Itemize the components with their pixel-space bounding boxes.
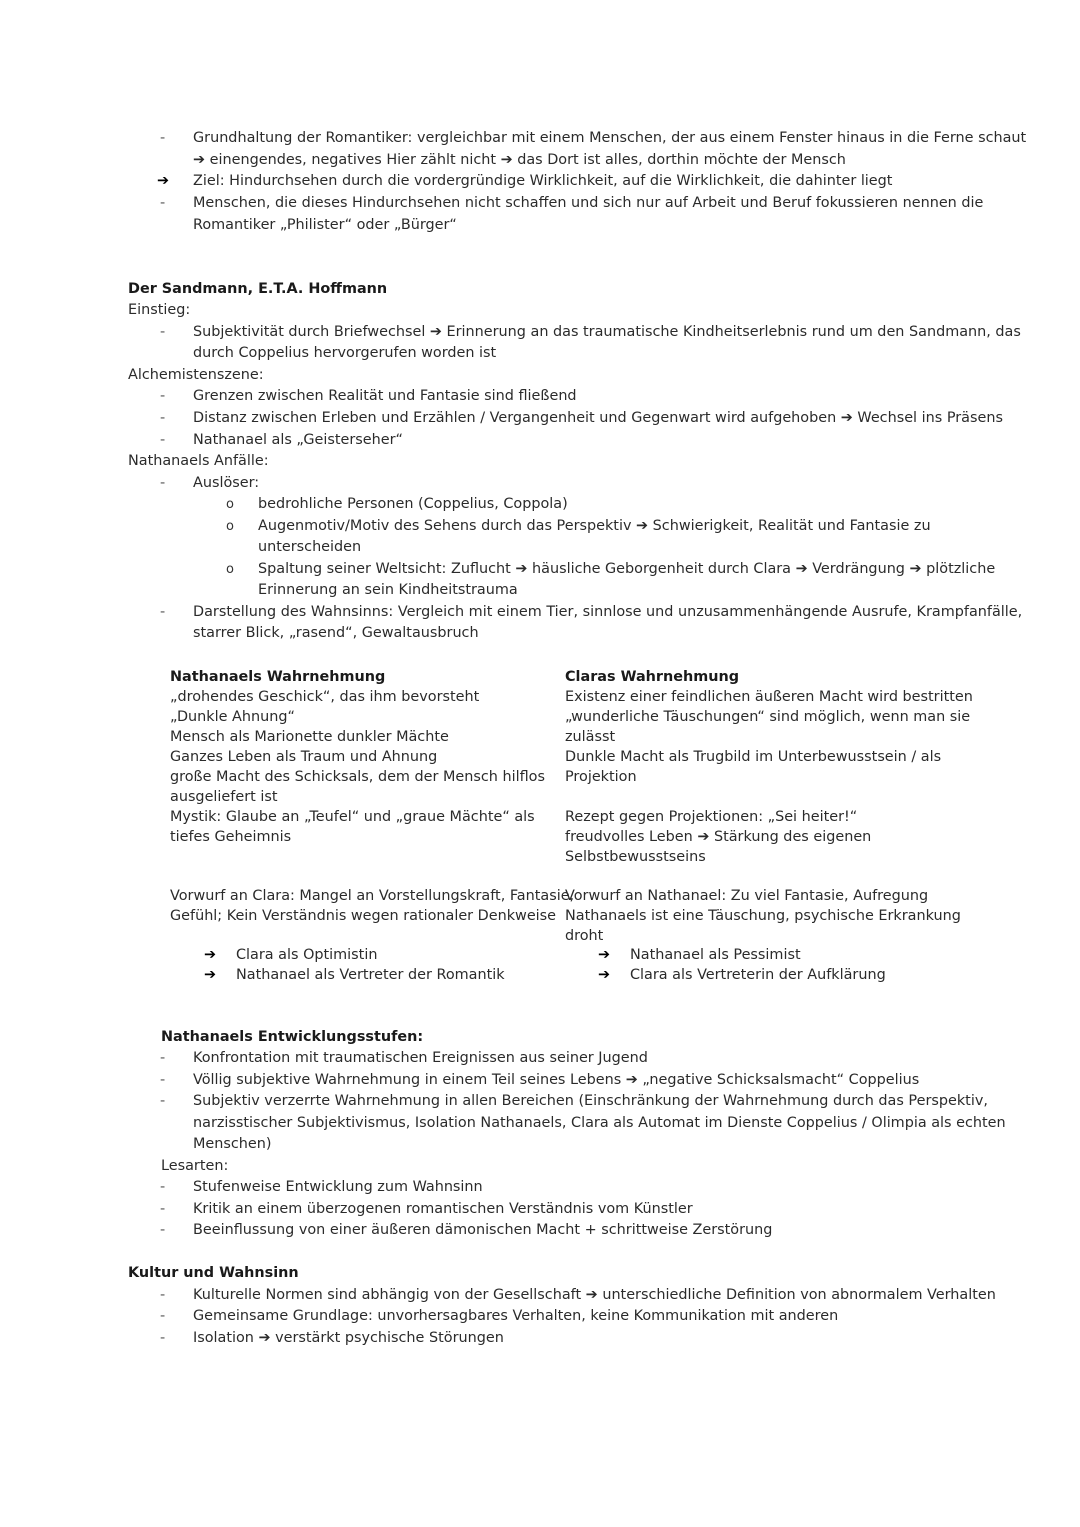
- column-line: zulässt: [565, 729, 616, 745]
- column-clara: [565, 667, 973, 867]
- column-line: große Macht des Schicksals, dem der Mensch hilflos: [170, 769, 545, 785]
- column-line: Dunkle Macht als Trugbild im Unterbewusstsein / als: [565, 749, 942, 765]
- dash-bullet: -: [160, 1287, 166, 1303]
- column-title: Nathanaels Wahrnehmung: [170, 669, 386, 685]
- dash-bullet: -: [160, 410, 166, 426]
- kultur-item: Isolation ➔ verstärkt psychische Störungen: [193, 1330, 504, 1346]
- kultur-item: Gemeinsame Grundlage: unvorhersagbares Verhalten, keine Kommunikation mit anderen: [193, 1308, 839, 1324]
- intro-line: ➔ einengendes, negatives Hier zählt nicht ➔ das Dort ist alles, dorthin möchte der Mensch: [193, 152, 846, 168]
- column-line: freudvolles Leben ➔ Stärkung des eigenen: [565, 829, 872, 845]
- einstieg-line: durch Coppelius hervorgerufen worden ist: [193, 345, 497, 361]
- column-line: Rezept gegen Projektionen: „Sei heiter!“: [565, 809, 858, 825]
- einstieg-label: Einstieg:: [128, 302, 191, 318]
- dash-bullet: -: [160, 1222, 166, 1238]
- entwicklung-item: Subjektiv verzerrte Wahrnehmung in allen Bereichen (Einschränkung der Wahrnehmung durch das Perspektiv,: [193, 1093, 988, 1109]
- circle-bullet: o: [226, 519, 234, 534]
- intro-line: Menschen, die dieses Hindurchsehen nicht schaffen und sich nur auf Arbeit und Beruf fokussieren nennen die: [193, 195, 984, 211]
- entwicklung-item: Völlig subjektive Wahrnehmung in einem Teil seines Lebens ➔ „negative Schicksalsmacht“ Coppelius: [193, 1072, 920, 1088]
- column-nathanael: [170, 667, 545, 847]
- dash-bullet: -: [160, 475, 166, 491]
- dash-bullet: -: [160, 432, 166, 448]
- einstieg-line: Subjektivität durch Briefwechsel ➔ Erinnerung an das traumatische Kindheitserlebnis rund um den Sandmann, das: [193, 324, 1021, 340]
- vorwurf-an-clara: [170, 886, 574, 926]
- section-title-kultur: Kultur und Wahnsinn: [128, 1265, 299, 1281]
- ausloeser-item: unterscheiden: [258, 539, 362, 555]
- arrow-bullet: ➔: [204, 947, 217, 963]
- column-line: Existenz einer feindlichen äußeren Macht wird bestritten: [565, 689, 973, 705]
- conclusion-item: Nathanael als Vertreter der Romantik: [236, 967, 505, 983]
- circle-bullet: o: [226, 562, 234, 577]
- alchemisten-item: Distanz zwischen Erleben und Erzählen / Vergangenheit und Gegenwart wird aufgehoben ➔ Wechsel ins Präsens: [193, 410, 1003, 426]
- intro-line: Romantiker „Philister“ oder „Bürger“: [193, 217, 457, 233]
- circle-bullet: o: [226, 497, 234, 512]
- vorwurf-line: Vorwurf an Nathanael: Zu viel Fantasie, Aufregung: [565, 888, 929, 904]
- lesarten-label: Lesarten:: [161, 1158, 229, 1174]
- wahnsinn-line: Darstellung des Wahnsinns: Vergleich mit einem Tier, sinnlose und unzusammenhängende Ausrufe, Krampfanfälle,: [193, 604, 1023, 620]
- dash-bullet: -: [160, 1179, 166, 1195]
- wahnsinn-line: starrer Blick, „rasend“, Gewaltausbruch: [193, 625, 479, 641]
- dash-bullet: -: [160, 1330, 166, 1346]
- arrow-bullet: ➔: [598, 947, 611, 963]
- lesarten-item: Kritik an einem überzogenen romantischen Verständnis vom Künstler: [193, 1201, 693, 1217]
- entwicklung-item: Konfrontation mit traumatischen Ereignissen aus seiner Jugend: [193, 1050, 648, 1066]
- entwicklung-item: narzisstischer Subjektivismus, Isolation Nathanaels, Clara als Automat im Dienste Coppelius / Olimpia als echten: [193, 1115, 1006, 1131]
- lesarten-item: Stufenweise Entwicklung zum Wahnsinn: [193, 1179, 483, 1195]
- dash-bullet: -: [160, 1072, 166, 1088]
- ausloeser-item: Spaltung seiner Weltsicht: Zuflucht ➔ häusliche Geborgenheit durch Clara ➔ Verdrängung ➔ plötzliche: [258, 561, 996, 577]
- section-title-entwicklung: Nathanaels Entwicklungsstufen:: [161, 1029, 424, 1045]
- dash-bullet: -: [160, 324, 166, 340]
- entwicklung-item: Menschen): [193, 1136, 272, 1152]
- intro-line: Grundhaltung der Romantiker: vergleichbar mit einem Menschen, der aus einem Fenster hinaus in die Ferne schaut: [193, 130, 1027, 146]
- dash-bullet: -: [160, 130, 166, 146]
- dash-bullet: -: [160, 1050, 166, 1066]
- alchemisten-item: Nathanael als „Geisterseher“: [193, 432, 403, 448]
- arrow-bullet: ➔: [157, 173, 170, 189]
- vorwurf-line: Nathanaels ist eine Täuschung, psychische Erkrankung: [565, 908, 961, 924]
- dash-bullet: -: [160, 1308, 166, 1324]
- conclusion-item: Clara als Optimistin: [236, 947, 378, 963]
- alchemisten-label: Alchemistenszene:: [128, 367, 264, 383]
- vorwurf-line: Gefühl; Kein Verständnis wegen rationaler Denkweise: [170, 908, 557, 924]
- arrow-bullet: ➔: [598, 967, 611, 983]
- conclusion-item: Clara als Vertreterin der Aufklärung: [630, 967, 886, 983]
- column-line: Ganzes Leben als Traum und Ahnung: [170, 749, 438, 765]
- lesarten-item: Beeinflussung von einer äußeren dämonischen Macht + schrittweise Zerstörung: [193, 1222, 773, 1238]
- conclusion-item: Nathanael als Pessimist: [630, 947, 801, 963]
- dash-bullet: -: [160, 388, 166, 404]
- dash-bullet: -: [160, 1201, 166, 1217]
- ausloeser-label: Auslöser:: [193, 475, 260, 491]
- ausloeser-item: bedrohliche Personen (Coppelius, Coppola): [258, 496, 568, 512]
- anfaelle-label: Nathanaels Anfälle:: [128, 453, 269, 469]
- column-line: Mensch als Marionette dunkler Mächte: [170, 729, 449, 745]
- column-line: Projektion: [565, 769, 637, 785]
- column-line: „Dunkle Ahnung“: [170, 709, 295, 725]
- vorwurf-line: droht: [565, 928, 604, 944]
- vorwurf-an-nathanael: [565, 886, 961, 946]
- dash-bullet: -: [160, 195, 166, 211]
- column-line: Mystik: Glaube an „Teufel“ und „graue Mächte“ als: [170, 809, 535, 825]
- ausloeser-item: Erinnerung an sein Kindheitstrauma: [258, 582, 518, 598]
- dash-bullet: -: [160, 604, 166, 620]
- column-line: Selbstbewusstseins: [565, 849, 706, 865]
- dash-bullet: -: [160, 1093, 166, 1109]
- ausloeser-item: Augenmotiv/Motiv des Sehens durch das Perspektiv ➔ Schwierigkeit, Realität und Fantasie zu: [258, 518, 931, 534]
- column-line: [565, 787, 973, 807]
- section-title-sandmann: Der Sandmann, E.T.A. Hoffmann: [128, 281, 388, 297]
- column-line: tiefes Geheimnis: [170, 829, 292, 845]
- kultur-item: Kulturelle Normen sind abhängig von der Gesellschaft ➔ unterschiedliche Definition von abnormalem Verhalten: [193, 1287, 996, 1303]
- column-line: „drohendes Geschick“, das ihm bevorsteht: [170, 689, 480, 705]
- column-line: „wunderliche Täuschungen“ sind möglich, wenn man sie: [565, 709, 971, 725]
- intro-line: Ziel: Hindurchsehen durch die vordergründige Wirklichkeit, auf die Wirklichkeit, die dahinter liegt: [193, 173, 893, 189]
- vorwurf-line: Vorwurf an Clara: Mangel an Vorstellungskraft, Fantasie,: [170, 888, 575, 904]
- alchemisten-item: Grenzen zwischen Realität und Fantasie sind fließend: [193, 388, 577, 404]
- column-title: Claras Wahrnehmung: [565, 669, 740, 685]
- arrow-bullet: ➔: [204, 967, 217, 983]
- column-line: ausgeliefert ist: [170, 789, 278, 805]
